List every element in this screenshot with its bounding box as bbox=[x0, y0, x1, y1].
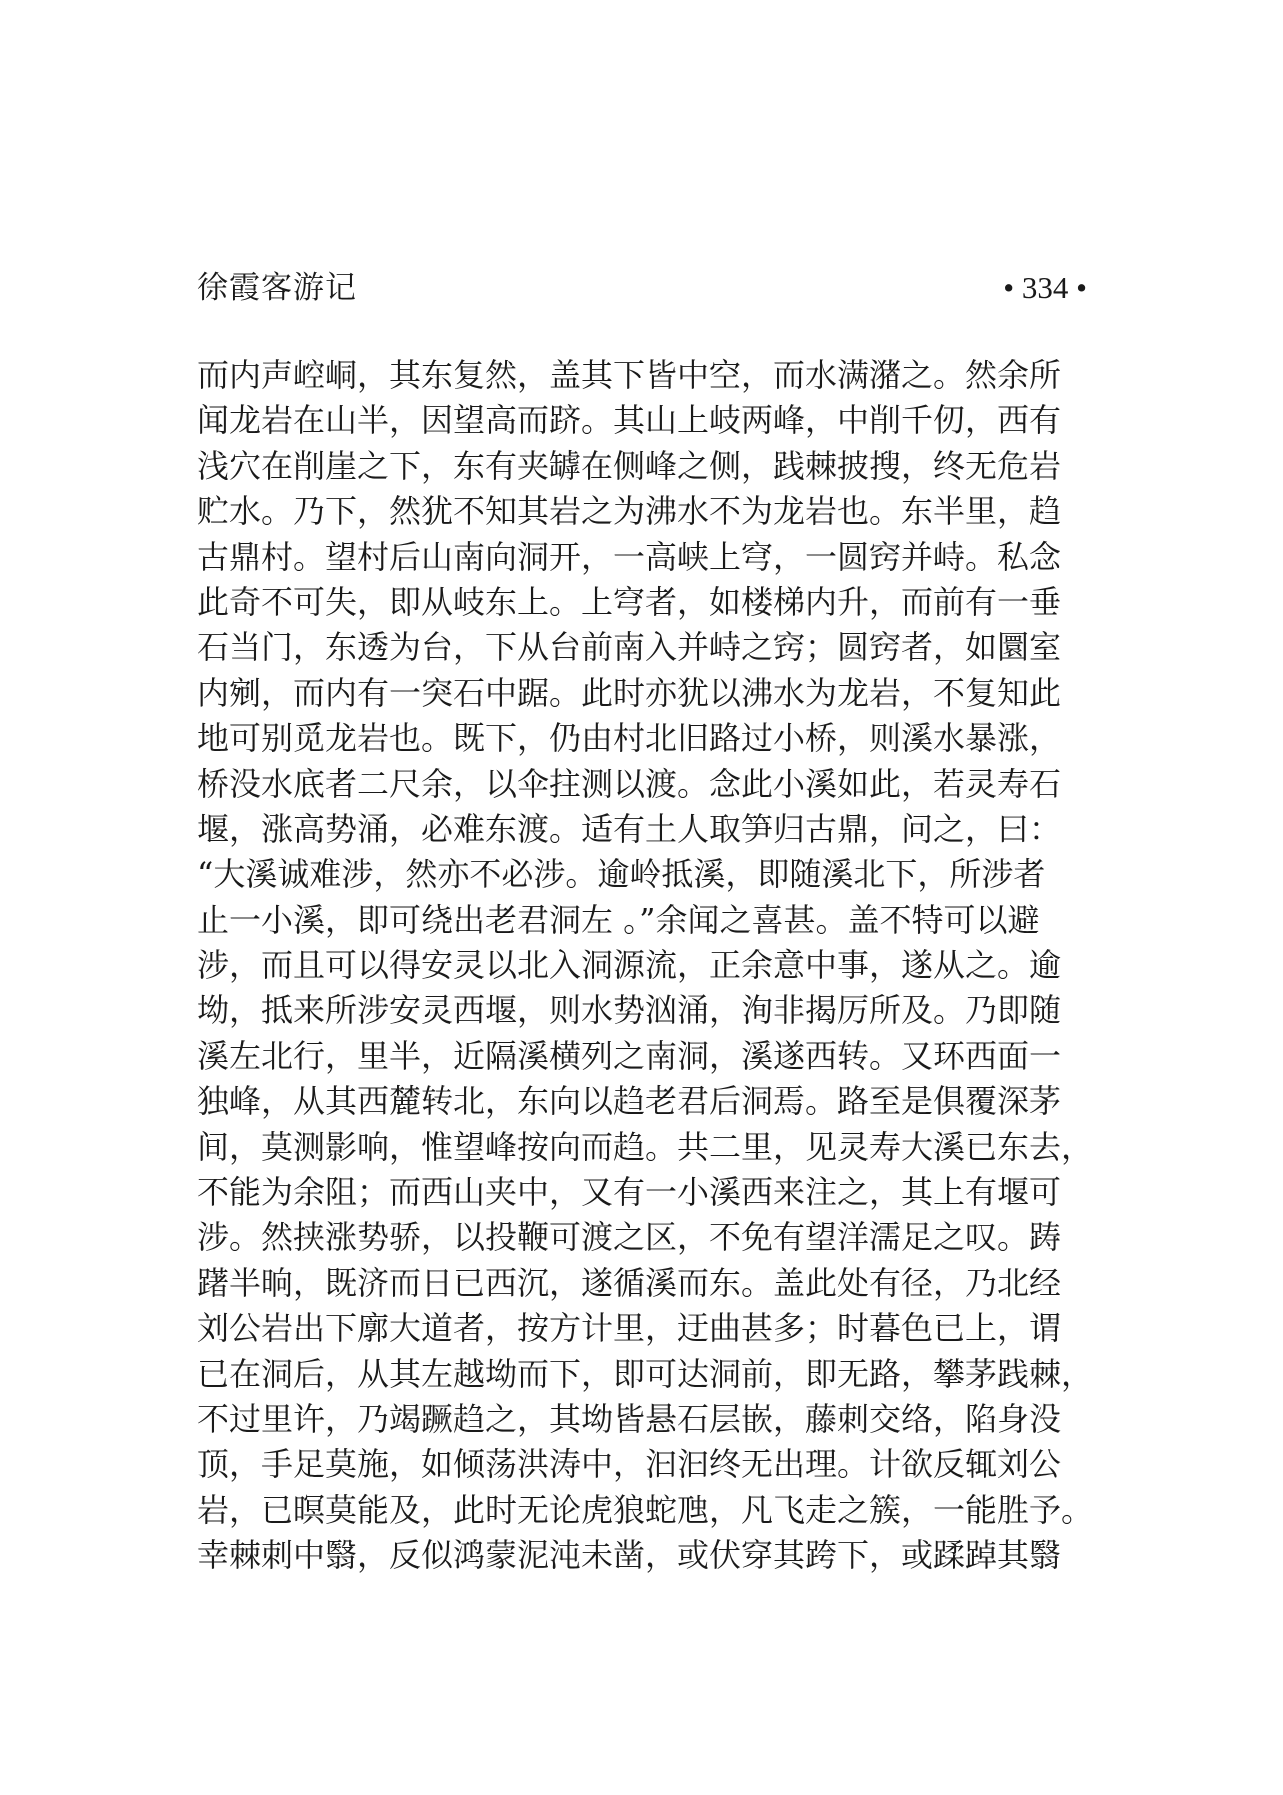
book-title: 徐霞客游记 bbox=[197, 270, 357, 306]
text-line: 独峰，从其西麓转北，东向以趋老君后洞焉。路至是俱覆深茅 bbox=[197, 1082, 1062, 1121]
text-line: 涉，而且可以得安灵以北入洞源流，正余意中事，遂从之。逾 bbox=[197, 946, 1062, 985]
text-line: 不过里许，乃竭蹶趋之，其坳皆悬石层嵌，藤刺交络，陷身没 bbox=[197, 1399, 1062, 1438]
text-line: 古鼎村。望村后山南向洞开，一高峡上穹，一圆窍并峙。私念 bbox=[197, 537, 1062, 576]
text-line: 浅穴在削崖之下，东有夹罅在侧峰之侧，践棘披搜，终无危岩 bbox=[197, 446, 1062, 485]
text-line: 已在洞后，从其左越坳而下，即可达洞前，即无路，攀茅践棘， bbox=[197, 1354, 1094, 1393]
text-line: 桥没水底者二尺余，以伞拄测以渡。念此小溪如此，若灵寿石 bbox=[197, 764, 1062, 803]
text-line: 闻龙岩在山半，因望高而跻。其山上岐两峰，中削千仞，西有 bbox=[197, 401, 1062, 440]
text-line: 躇半晌，既济而日已西沉，遂循溪而东。盖此处有径，乃北经 bbox=[197, 1263, 1062, 1302]
text-line: 内剜，而内有一突石中踞。此时亦犹以沸水为龙岩，不复知此 bbox=[197, 673, 1062, 712]
text-line: 石当门，东透为台，下从台前南入并峙之窍；圆窍者，如圜室 bbox=[197, 628, 1062, 667]
text-line: 止一小溪，即可绕出老君洞左 。”余闻之喜甚。盖不特可以避 bbox=[197, 900, 1040, 939]
text-line: 刘公岩出下廓大道者，按方计里，迂曲甚多；时暮色已上，谓 bbox=[197, 1309, 1062, 1348]
text-line: 岩，已暝莫能及，此时无论虎狼蛇虺，凡飞走之簇，一能胜予。 bbox=[197, 1490, 1094, 1529]
text-line: 坳，抵来所涉安灵西堰，则水势汹涌，洵非揭厉所及。乃即随 bbox=[197, 991, 1062, 1030]
text-line: “大溪诚难涉，然亦不必涉。逾岭抵溪，即随溪北下，所涉者 bbox=[197, 855, 1046, 894]
page-number: • 334 • bbox=[1003, 270, 1087, 305]
text-line: 地可别觅龙岩也。既下，仍由村北旧路过小桥，则溪水暴涨， bbox=[197, 719, 1062, 758]
text-line: 不能为余阻；而西山夹中，又有一小溪西来注之，其上有堰可 bbox=[197, 1173, 1062, 1212]
text-line: 贮水。乃下，然犹不知其岩之为沸水不为龙岩也。东半里，趋 bbox=[197, 492, 1062, 531]
text-line: 堰，涨高势涌，必难东渡。适有土人取笋归古鼎，问之，曰： bbox=[197, 809, 1062, 848]
text-line: 涉。然挟涨势骄，以投鞭可渡之区，不免有望洋濡足之叹。踌 bbox=[197, 1218, 1062, 1257]
text-line: 顶，手足莫施，如倾荡洪涛中，汩汩终无出理。计欲反辄刘公 bbox=[197, 1445, 1062, 1484]
text-line: 而内声崆峒，其东复然，盖其下皆中空，而水满潴之。然余所 bbox=[197, 356, 1062, 394]
page-header bbox=[197, 268, 1087, 308]
text-line: 幸棘刺中翳，反似鸿蒙泥沌未凿，或伏穿其跨下，或蹂踔其翳 bbox=[197, 1536, 1062, 1575]
body-text bbox=[197, 353, 1097, 1579]
text-line: 此奇不可失，即从岐东上。上穹者，如楼梯内升，而前有一垂 bbox=[197, 582, 1062, 621]
text-line: 溪左北行，里半，近隔溪横列之南洞，溪遂西转。又环西面一 bbox=[197, 1036, 1062, 1075]
text-line: 间，莫测影响，惟望峰按向而趋。共二里，见灵寿大溪已东去， bbox=[197, 1127, 1094, 1166]
